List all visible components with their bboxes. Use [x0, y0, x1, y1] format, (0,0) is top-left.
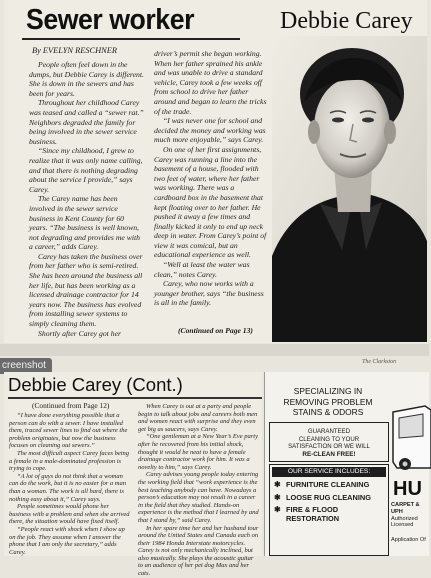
- star-icon: ✱: [274, 492, 281, 502]
- paragraph: On one of her first assignments, Carey was running a line into the basement of a house, flooded with two feet of water, where her father was working. There was a cardboard box in the basement that kept floating over to her father. He pushed it away a few times and finally kicked it only to end up neck deep in water. From Carey’s point of view it was comical, but an educational experience as well.: [154, 144, 267, 260]
- ad-services-box: [269, 464, 389, 556]
- screenshot-tag[interactable]: creenshot: [0, 358, 52, 374]
- van-illustration-icon: [391, 402, 431, 472]
- ad-headline: [269, 386, 387, 418]
- ad-box-line: GUARANTEED: [307, 428, 351, 435]
- cleaning-advertisement: [264, 372, 429, 556]
- paragraph: driver’s permit she began working. When her father sprained his ankle and was unable to drive a standard vehicle, Carey took a few weeks off from school to drive her father around and began to learn the tricks of the trade.: [154, 49, 267, 116]
- paragraph: In her spare time her and her husband tour around the United States and Canada each on their 1984 Honda Interstate motorcycles. Carey is not only mechanically inclined, but also musically. She plays the acoustic guitar to an audience of her pet dog Max and her cats.: [138, 524, 259, 578]
- headline: Sewer worker: [26, 4, 195, 36]
- paragraph: “Since my childhood, I grew to realize that it was only name calling, and that there is nothing degrading about the service I provide,” says Carey.: [29, 146, 143, 194]
- ad-headline-line: REMOVING PROBLEM: [283, 396, 373, 407]
- portrait-photo: [272, 36, 427, 342]
- portrait-photo-art: [272, 36, 427, 342]
- paragraph: People often feel down in the dumps, but Debbie Carey is different. She is down in the sewers and has been for years.: [29, 60, 144, 98]
- paragraph: “One gentleman at a New Year’s Eve party after he recovered from his initial shock, thought it would be neat to have a female drainage contractor work for him. It was a novelty to him,” says Carey.: [138, 433, 258, 471]
- continuation-title: Debbie Carey (Cont.): [8, 374, 183, 395]
- ad-service-item: [270, 494, 388, 503]
- continuation-column-1: [9, 412, 131, 556]
- star-icon: ✱: [274, 480, 281, 489]
- paragraph: People sometimes would phone her business with a problem and when she arrived there, the situation would have fixed itself.: [9, 503, 130, 526]
- paragraph: When Carey is out at a party and people begin to talk about jobs and careers both men and women react with surprise and they even get big as saucers, says Carey.: [138, 403, 258, 433]
- paragraph: Carey, who now works with a younger brother, says “the business is all in the family.: [154, 279, 264, 308]
- paragraph: The Carey name has been involved in the sewer service business in Kent County for 60 years. “The business is well known, not degrading and provides me with a career,” adds Carey.: [29, 194, 140, 252]
- paragraph: “Well at least the water was clean,” notes Carey.: [154, 260, 250, 279]
- ad-logo: HU: [393, 478, 422, 500]
- top-article-clipping: [4, 0, 427, 343]
- paragraph: “People react with shock when I show up on the job. They assume when I answer the phone that I am only the secretary,” adds Carey.: [9, 525, 125, 556]
- article-column-2: [154, 49, 267, 308]
- ad-headline-line: SPECIALIZING IN: [293, 386, 363, 396]
- ad-services-header: OUR SERVICE INCLUDES:: [272, 467, 386, 477]
- paragraph: Carey advises young people today entering the working field that “work experience is the best teaching anybody can have. Nowadays a person’s education may not result in a career in the field that they studied. Hands-on experience is the method that I learned by and that I stand by,” said Carey.: [138, 471, 259, 524]
- paragraph: Carey has taken the business over from her father who is semi-retired. She has been around the business all her life, but has been working as a licensed drainage contractor for 14 years now. The business has evolved from installing sewer systems to simply cleaning them.: [29, 251, 143, 329]
- ad-service-label: FIRE & FLOOD RESTORATION: [286, 505, 340, 523]
- continuation-clipping: [4, 372, 262, 578]
- ad-headline-line: STAINS & ODORS: [292, 407, 364, 417]
- continued-note: (Continued on Page 13): [178, 326, 253, 335]
- continued-from-note: (Continued from Page 12): [32, 401, 110, 410]
- masthead-peek: The Clarkston: [362, 359, 397, 365]
- ad-service-label: FURNITURE CLEANING: [286, 480, 370, 489]
- page-divider-strip: [0, 344, 429, 356]
- ad-side-line: Application Of: [391, 537, 426, 544]
- ad-box-line: CLEANING TO YOUR: [298, 435, 360, 443]
- ad-box-line: RE-CLEAN FREE!: [302, 450, 356, 458]
- ad-side-line: CARPET & UPH: [391, 502, 420, 515]
- article-column-1: [29, 60, 144, 338]
- star-icon: ✱: [274, 505, 281, 515]
- ad-side-line: Authorized Licensed: [391, 515, 418, 529]
- paragraph: Shortly after Carey got her: [38, 328, 121, 338]
- ad-guarantee-box: [269, 422, 389, 462]
- paragraph: “I have done everything possible that a person can do with a sewer. I have installed them, traced sewer lines to find out where the problem originates, but now the business focuses on cleaning out sewers.”: [9, 412, 128, 450]
- headline-rule: [22, 38, 240, 40]
- continuation-rule: [8, 397, 262, 399]
- paragraph: “I was never one for school and decided the money and working was much more enjoyable,” says Carey.: [154, 116, 266, 145]
- byline: By EVELYN RESCHNER: [32, 46, 117, 55]
- name-banner: Debbie Carey: [280, 8, 413, 34]
- paragraph: The most difficult aspect Carey faces being a female in a male-dominated profession is trying to cope.: [9, 449, 130, 473]
- paragraph: “A lot of guys do not think that a woman can do the work, but it is no easier for a man than a woman. The work is all hard, there is nothing easy about it,” Carey says.: [9, 472, 126, 503]
- ad-side-text: [391, 502, 431, 544]
- continuation-column-2: [138, 403, 260, 578]
- ad-service-item: [270, 481, 388, 490]
- ad-box-line: SATISFACTION OR WE WILL: [288, 443, 370, 451]
- ad-service-item: [270, 506, 388, 523]
- paragraph: Throughout her childhood Carey was teased and called a “sewer rat.” Neighbors degraded the family for being involved in the sewer service business.: [29, 98, 144, 146]
- ad-service-label: LOOSE RUG CLEANING: [286, 492, 371, 502]
